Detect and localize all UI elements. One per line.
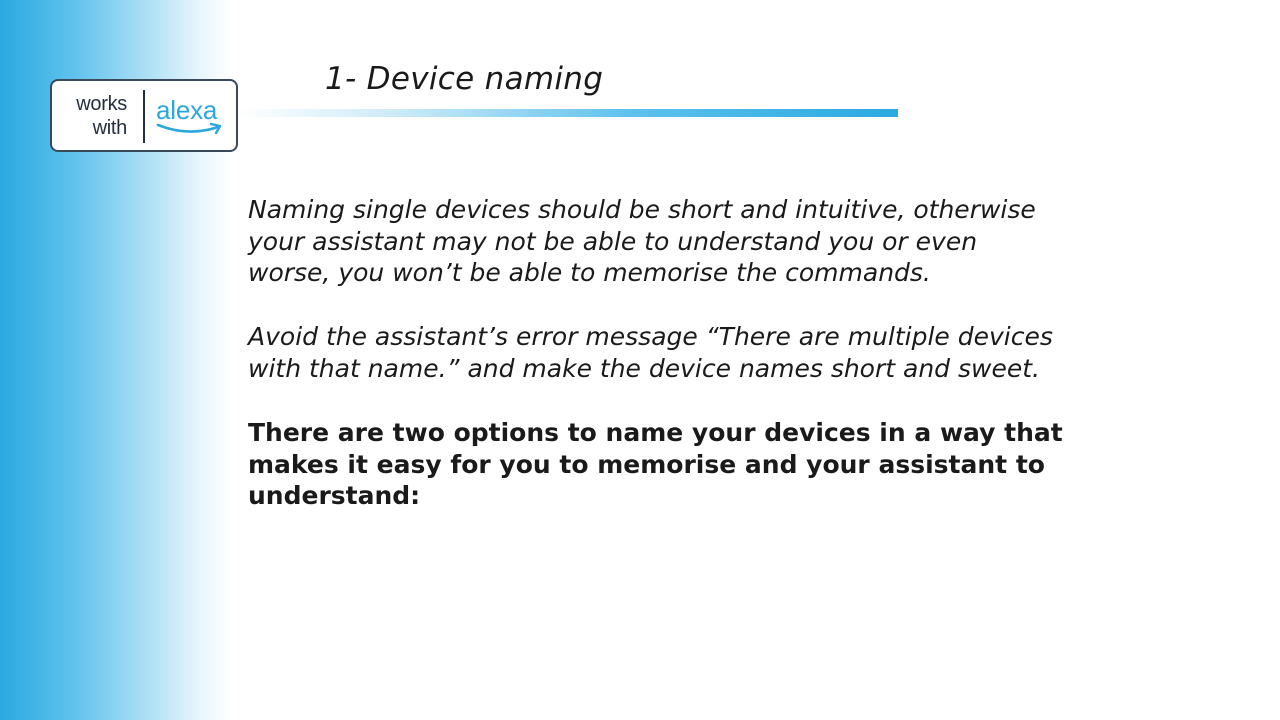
paragraph-line: worse, you won’t be able to memorise the commands.	[248, 258, 931, 287]
alexa-smile-icon	[156, 121, 226, 137]
paragraph-error-message	[248, 321, 1128, 384]
badge-with-text: with	[92, 117, 127, 139]
paragraph-naming	[248, 194, 1128, 289]
paragraph-line: makes it easy for you to memorise and your assistant to	[248, 449, 1045, 479]
page-title: 1- Device naming	[325, 61, 604, 97]
paragraph-line: Naming single devices should be short and intuitive, otherwise	[248, 195, 1036, 224]
badge-works-text: works	[76, 93, 127, 115]
badge-alexa-text: alexa	[156, 95, 218, 125]
paragraph-line: Avoid the assistant’s error message “There are multiple devices	[248, 322, 1053, 351]
paragraph-options	[248, 417, 1128, 512]
paragraph-line: with that name.” and make the device names short and sweet.	[248, 353, 1040, 383]
paragraph-line: There are two options to name your devices in a way that	[248, 418, 1063, 447]
paragraph-line: understand:	[248, 481, 421, 510]
title-underline	[238, 109, 898, 117]
badge-divider	[143, 90, 145, 143]
paragraph-line: your assistant may not be able to understand you or even	[248, 226, 978, 256]
works-with-alexa-badge	[50, 79, 238, 152]
